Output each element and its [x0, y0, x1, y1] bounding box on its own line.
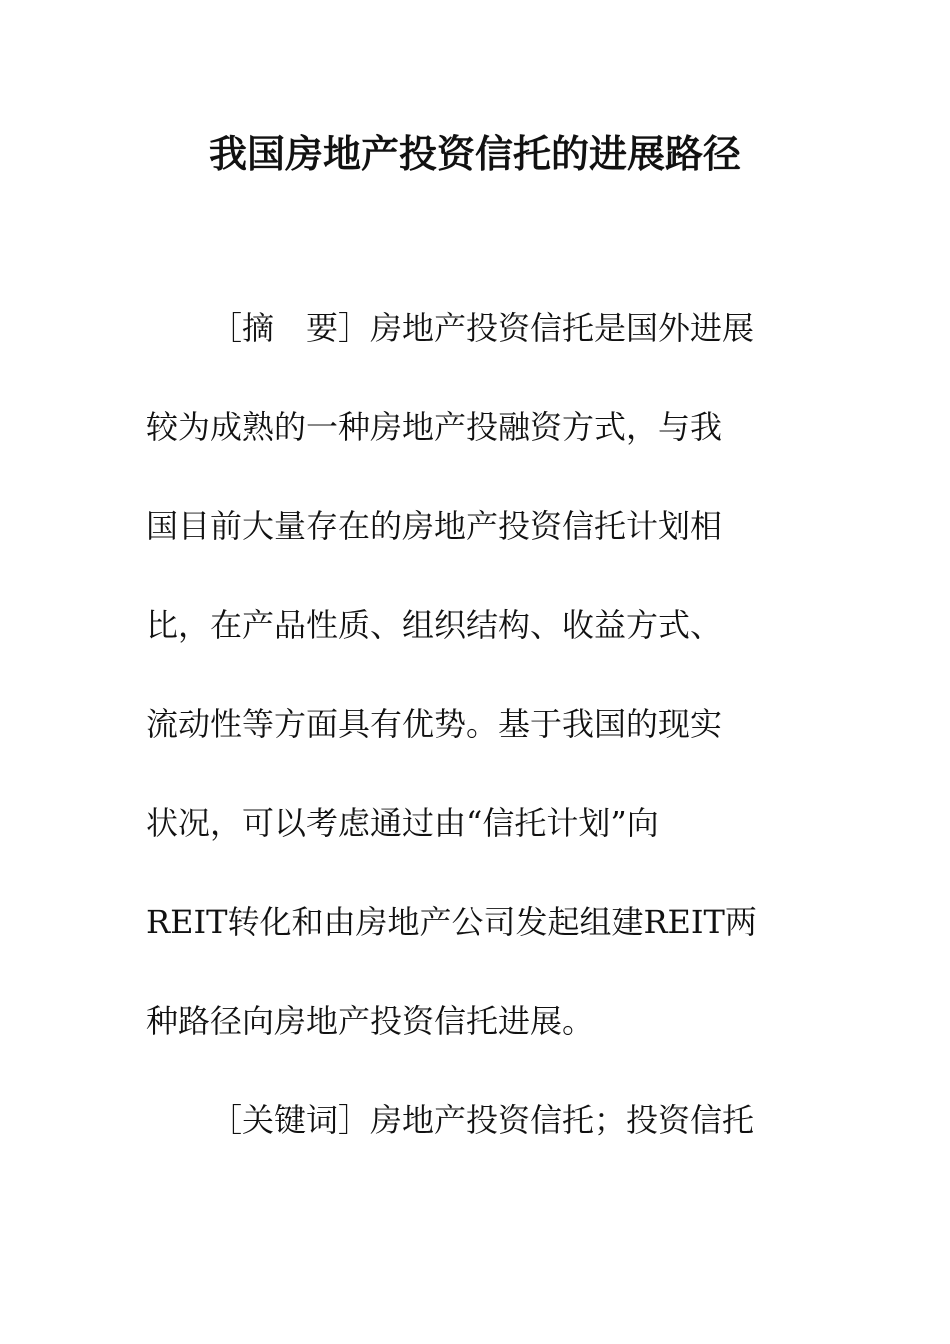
abstract-line: 种路径向房地产投资信托进展。 — [146, 1002, 595, 1040]
abstract-line: 较为成熟的一种房地产投融资方式，与我 — [146, 408, 723, 446]
abstract-line: REIT转化和由房地产公司发起组建REIT两 — [146, 903, 757, 941]
abstract-line: 比，在产品性质、组织结构、收益方式、 — [146, 606, 723, 644]
abstract-line: 流动性等方面具有优势。基于我国的现实 — [146, 705, 723, 743]
keywords-line: ［关键词］房地产投资信托；投资信托 — [210, 1101, 755, 1139]
abstract-line: 国目前大量存在的房地产投资信托计划相 — [146, 507, 723, 545]
abstract-line: ［摘 要］房地产投资信托是国外进展 — [210, 309, 755, 347]
abstract-line: 状况，可以考虑通过由“信托计划”向 — [146, 804, 659, 842]
document-title: 我国房地产投资信托的进展路径 — [208, 132, 741, 176]
